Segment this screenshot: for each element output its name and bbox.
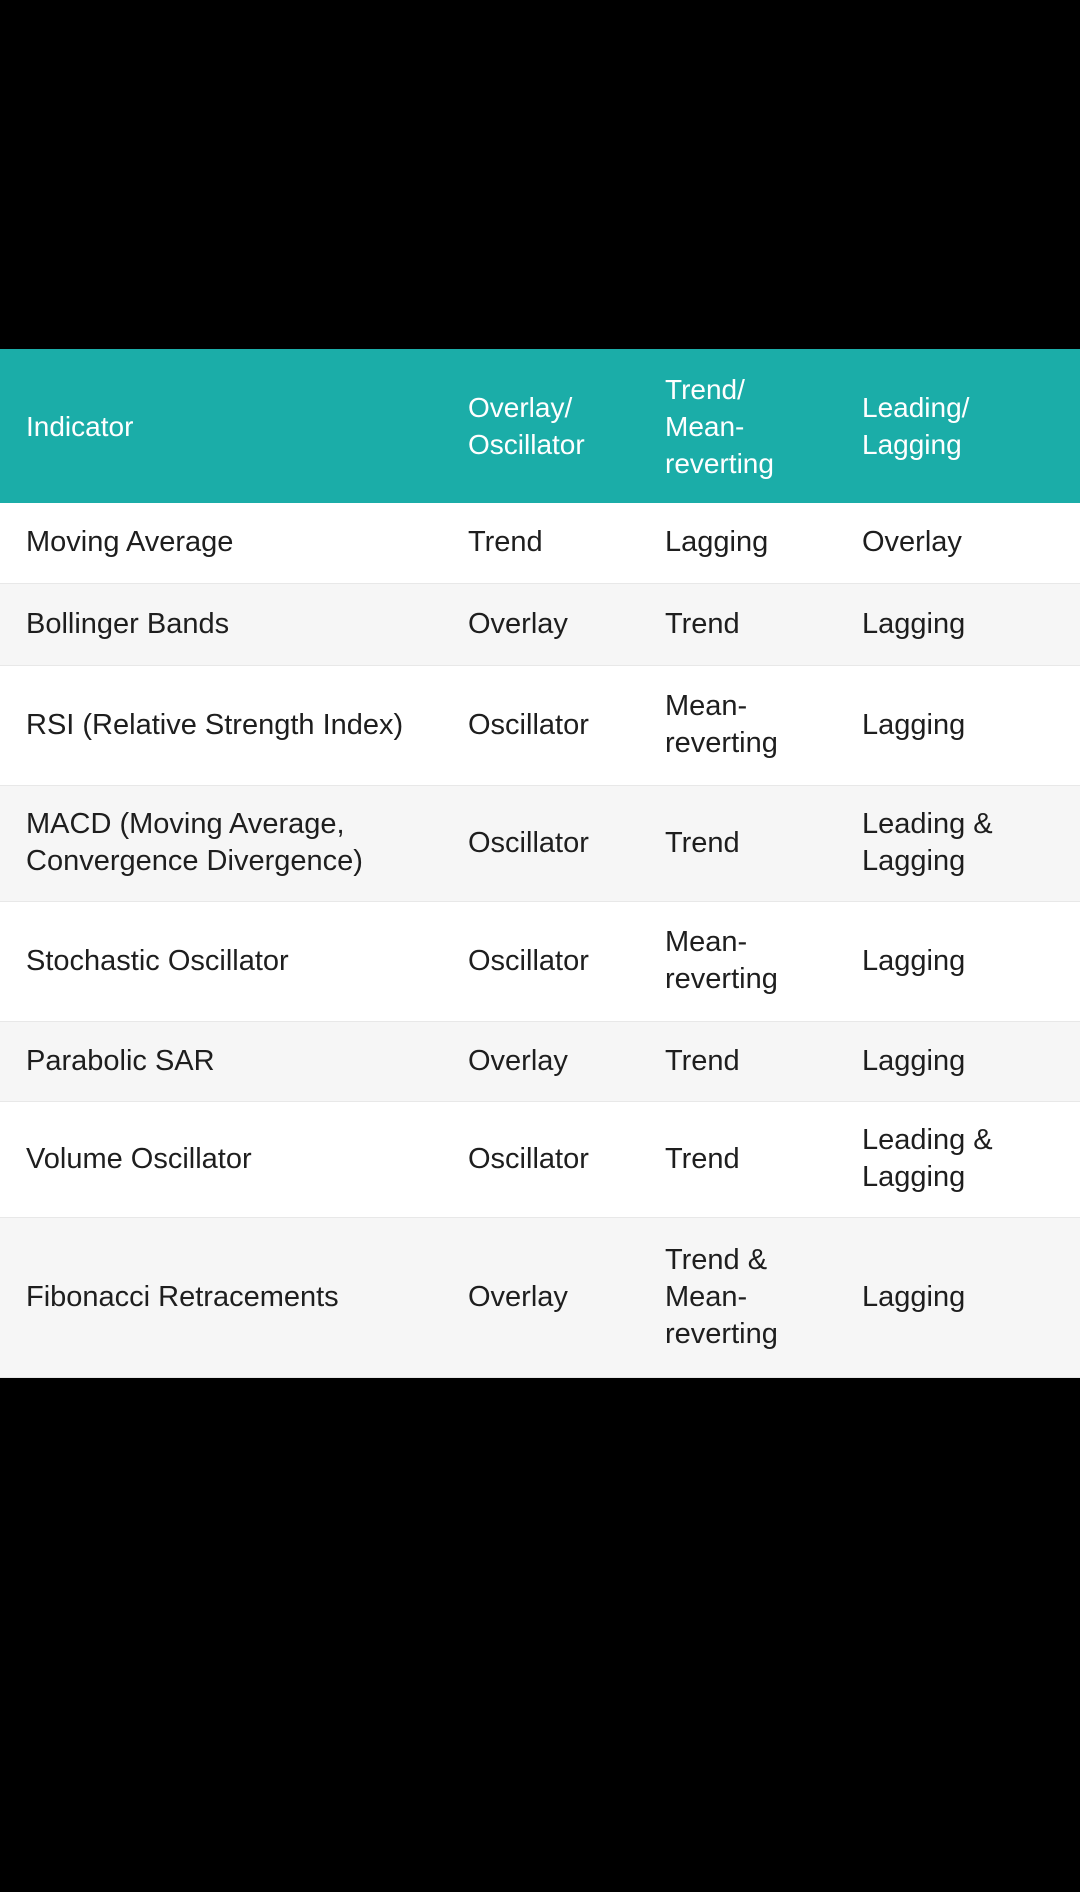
cell-trend-mean-reverting: Trend [665, 1021, 862, 1101]
cell-indicator: RSI (Relative Strength Index) [0, 665, 468, 785]
indicator-table-card [0, 349, 1080, 1374]
cell-overlay-oscillator: Oscillator [468, 901, 665, 1021]
cell-indicator: Bollinger Bands [0, 583, 468, 665]
cell-overlay-oscillator: Trend [468, 503, 665, 583]
cell-trend-mean-reverting: Trend & Mean- reverting [665, 1217, 862, 1377]
table-header-row [0, 349, 1080, 503]
table-row [0, 1217, 1080, 1377]
cell-leading-lagging: Lagging [862, 1217, 1080, 1377]
cell-leading-lagging: Lagging [862, 583, 1080, 665]
cell-indicator: Fibonacci Retracements [0, 1217, 468, 1377]
cell-leading-lagging: Lagging [862, 901, 1080, 1021]
cell-indicator: Moving Average [0, 503, 468, 583]
header-overlay-oscillator: Overlay/ Oscillator [468, 392, 585, 460]
cell-indicator: Stochastic Oscillator [0, 901, 468, 1021]
cell-trend-mean-reverting: Mean- reverting [665, 665, 862, 785]
table-row [0, 1021, 1080, 1101]
cell-leading-lagging: Leading & Lagging [862, 785, 1080, 901]
cell-leading-lagging: Leading & Lagging [862, 1101, 1080, 1217]
cell-indicator: MACD (Moving Average, Convergence Divergence) [0, 785, 468, 901]
cell-overlay-oscillator: Overlay [468, 1217, 665, 1377]
header-indicator: Indicator [26, 410, 134, 442]
table-row [0, 1101, 1080, 1217]
cell-trend-mean-reverting: Lagging [665, 503, 862, 583]
cell-trend-mean-reverting: Trend [665, 1101, 862, 1217]
cell-leading-lagging: Lagging [862, 665, 1080, 785]
cell-leading-lagging: Lagging [862, 1021, 1080, 1101]
cell-trend-mean-reverting: Trend [665, 785, 862, 901]
cell-indicator: Parabolic SAR [0, 1021, 468, 1101]
cell-overlay-oscillator: Oscillator [468, 665, 665, 785]
header-trend-mean-reverting: Trend/ Mean- reverting [665, 373, 774, 479]
table-row [0, 583, 1080, 665]
cell-indicator: Volume Oscillator [0, 1101, 468, 1217]
header-leading-lagging: Leading/ Lagging [862, 392, 970, 460]
table-row [0, 901, 1080, 1021]
cell-overlay-oscillator: Oscillator [468, 1101, 665, 1217]
indicator-table [0, 349, 1080, 1378]
cell-overlay-oscillator: Oscillator [468, 785, 665, 901]
cell-trend-mean-reverting: Mean- reverting [665, 901, 862, 1021]
table-row [0, 665, 1080, 785]
cell-leading-lagging: Overlay [862, 503, 1080, 583]
cell-trend-mean-reverting: Trend [665, 583, 862, 665]
table-row [0, 503, 1080, 583]
cell-overlay-oscillator: Overlay [468, 583, 665, 665]
table-row [0, 785, 1080, 901]
cell-overlay-oscillator: Overlay [468, 1021, 665, 1101]
